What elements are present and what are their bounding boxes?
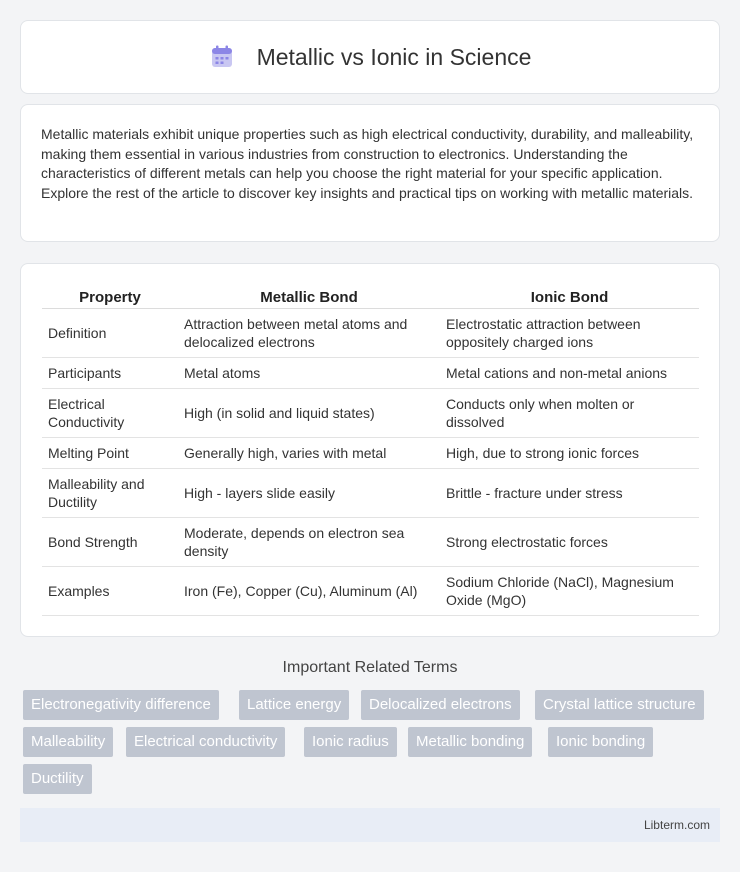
tag-crystal-lattice-structure[interactable]: Crystal lattice structure: [535, 690, 704, 720]
table-row: [42, 518, 699, 567]
tag-electronegativity-difference[interactable]: Electronegativity difference: [23, 690, 219, 720]
table-cell: Iron (Fe), Copper (Cu), Aluminum (Al): [178, 567, 440, 616]
tag-ionic-bonding[interactable]: Ionic bonding: [548, 727, 653, 757]
column-header-ionic: Ionic Bond: [440, 284, 699, 309]
comparison-table-card: [20, 263, 720, 637]
intro-text: Metallic materials exhibit unique properties such as high electrical conductivity, durability, and malleability, making them essential in various industries from construction to electronics. Understanding the characteristics of different metals can help you choose the right material for your specific application. Explore the rest of the article to discover key insights and practical tips on working with metallic materials.: [41, 126, 694, 201]
column-header-metallic: Metallic Bond: [178, 284, 440, 309]
tag-malleability[interactable]: Malleability: [23, 727, 113, 757]
table-cell: Strong electrostatic forces: [440, 518, 699, 567]
table-cell: Participants: [42, 358, 178, 389]
table-cell: Brittle - fracture under stress: [440, 469, 699, 518]
table-cell: Generally high, varies with metal: [178, 438, 440, 469]
table-cell: Examples: [42, 567, 178, 616]
intro-card: [20, 104, 720, 242]
comparison-table: [42, 284, 699, 616]
column-header-property: Property: [42, 284, 178, 309]
related-terms-title: Important Related Terms: [282, 659, 458, 676]
table-cell: High - layers slide easily: [178, 469, 440, 518]
table-row: [42, 567, 699, 616]
table-cell: Definition: [42, 309, 178, 358]
tag-lattice-energy[interactable]: Lattice energy: [239, 690, 349, 720]
table-row: [42, 309, 699, 358]
table-cell: Metal cations and non-metal anions: [440, 358, 699, 389]
header-card: [20, 20, 720, 94]
tag-ionic-radius[interactable]: Ionic radius: [304, 727, 397, 757]
table-cell: Electrostatic attraction between oppositely charged ions: [440, 309, 699, 358]
table-cell: Metal atoms: [178, 358, 440, 389]
calendar-icon: [209, 44, 235, 70]
table-cell: Conducts only when molten or dissolved: [440, 389, 699, 438]
page-title: Metallic vs Ionic in Science: [256, 43, 532, 70]
tag-metallic-bonding[interactable]: Metallic bonding: [408, 727, 532, 757]
table-cell: Bond Strength: [42, 518, 178, 567]
table-row: [42, 389, 699, 438]
table-cell: Malleability and Ductility: [42, 469, 178, 518]
table-cell: High, due to strong ionic forces: [440, 438, 699, 469]
table-cell: Electrical Conductivity: [42, 389, 178, 438]
footer-site-link[interactable]: Libterm.com: [643, 818, 710, 832]
table-row: [42, 358, 699, 389]
footer: [20, 808, 720, 842]
table-cell: Moderate, depends on electron sea density: [178, 518, 440, 567]
tag-ductility[interactable]: Ductility: [23, 764, 92, 794]
table-header-row: [42, 284, 699, 309]
table-cell: Melting Point: [42, 438, 178, 469]
table-cell: Sodium Chloride (NaCl), Magnesium Oxide (MgO): [440, 567, 699, 616]
tag-delocalized-electrons[interactable]: Delocalized electrons: [361, 690, 520, 720]
tag-electrical-conductivity[interactable]: Electrical conductivity: [126, 727, 285, 757]
table-cell: Attraction between metal atoms and delocalized electrons: [178, 309, 440, 358]
table-row: [42, 469, 699, 518]
table-row: [42, 438, 699, 469]
table-cell: High (in solid and liquid states): [178, 389, 440, 438]
